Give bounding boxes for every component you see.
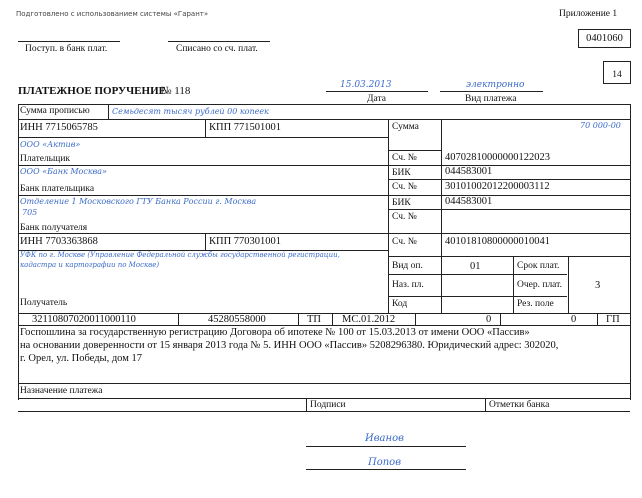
purpose-code-label: Наз. пл. — [392, 280, 424, 290]
order-number: № 118 — [161, 85, 191, 97]
payee-account: 40101810800000010041 — [445, 236, 550, 247]
payee-bik: 044583001 — [445, 196, 493, 207]
payer-kpp: КПП 771501001 — [209, 122, 282, 133]
status-box — [603, 61, 631, 84]
payer-account: 40702810000000122023 — [445, 152, 550, 163]
tax-doc-date: 0 — [571, 314, 577, 325]
form-code: 0401060 — [586, 33, 623, 44]
payer-inn: ИНН 7715065785 — [20, 122, 98, 133]
code-label: Код — [392, 299, 408, 309]
order-title-text: ПЛАТЕЖНОЕ ПОРУЧЕНИЕ — [18, 85, 166, 97]
signature-1: Иванов — [365, 433, 404, 444]
priority: 3 — [595, 280, 601, 291]
status-code: 14 — [612, 70, 622, 80]
amount-words-value: Семьдесят тысяч рублей 00 копеек — [112, 107, 269, 116]
payment-type-label: Вид платежа — [465, 94, 517, 104]
form-code-box — [578, 29, 631, 48]
payer-bik-label: БИК — [392, 168, 411, 178]
payee-kpp: КПП 770301001 — [209, 236, 282, 247]
payer-bank-name: ООО «Банк Москва» — [20, 167, 107, 176]
bank-marks-label: Отметки банка — [489, 400, 550, 410]
payee-name-2: кадастра и картографии по Москве) — [20, 261, 160, 269]
order-date: 15.03.2013 — [340, 80, 392, 90]
term-label: Срок плат. — [517, 261, 560, 271]
bank-receipt-label: Поступ. в банк плат. — [25, 44, 108, 54]
payee-name-1: УФК по г. Москве (Управление Федеральной службы государственной регистрации, — [20, 251, 340, 259]
date-label: Дата — [367, 94, 386, 104]
tax-type: ГП — [606, 314, 620, 325]
payer-corr-account: 30101002012200003112 — [445, 181, 550, 192]
signature-2: Попов — [368, 457, 402, 468]
payer-account-label: Сч. № — [392, 153, 417, 163]
appendix-label: Приложение 1 — [559, 9, 618, 19]
sum-label: Сумма — [392, 122, 419, 132]
sum-value: 70 000-00 — [580, 121, 621, 130]
purpose-label: Назначение платежа — [20, 386, 103, 396]
op-type: 01 — [470, 261, 481, 272]
garant-note: Подготовлено с использованием системы «Гарант» — [16, 10, 209, 18]
purpose-line-2: на основании доверенности от 15 января 2013 года № 5. ИНН ООО «Пассив» 5208296380. Юридический адрес: 302020, — [20, 340, 559, 351]
order-title — [18, 85, 166, 97]
payee-bank-name-1: Отделение 1 Московского ГТУ Банка России г. Москва — [20, 197, 257, 206]
purpose-line-3: г. Орел, ул. Победы, дом 17 — [20, 353, 143, 364]
op-type-label: Вид оп. — [392, 261, 423, 271]
payer-bik: 044583001 — [445, 166, 493, 177]
payer-corr-label: Сч. № — [392, 182, 417, 192]
payer-bank-label: Банк плательщика — [20, 184, 95, 194]
reserve-label: Рез. поле — [517, 299, 554, 309]
payee-bank-label: Банк получателя — [20, 223, 88, 233]
purpose-line-1: Госпошлина за государственную регистрацию Договора об ипотеке № 100 от 15.03.2013 от имени ООО «Пассив» — [20, 327, 530, 338]
tax-kbk: 32110807020011000110 — [32, 314, 136, 325]
payee-corr-label: Сч. № — [392, 212, 417, 222]
tax-oktmo: 45280558000 — [208, 314, 266, 325]
priority-label: Очер. плат. — [517, 280, 562, 290]
signatures-label: Подписи — [310, 400, 346, 410]
payee-bik-label: БИК — [392, 198, 411, 208]
payee-inn: ИНН 7703363868 — [20, 236, 98, 247]
payee-account-label: Сч. № — [392, 237, 417, 247]
tax-doc-number: 0 — [486, 314, 492, 325]
amount-words-label: Сумма прописью — [20, 106, 90, 116]
payee-bank-name-2: 705 — [22, 208, 38, 217]
payer-label: Плательщик — [20, 154, 71, 164]
payer-name: ООО «Актив» — [20, 140, 81, 149]
tax-basis: ТП — [307, 314, 321, 325]
debit-label: Списано со сч. плат. — [176, 44, 258, 54]
tax-period: МС.01.2012 — [342, 314, 396, 325]
payee-label: Получатель — [20, 298, 68, 308]
payment-type: электронно — [466, 80, 525, 90]
